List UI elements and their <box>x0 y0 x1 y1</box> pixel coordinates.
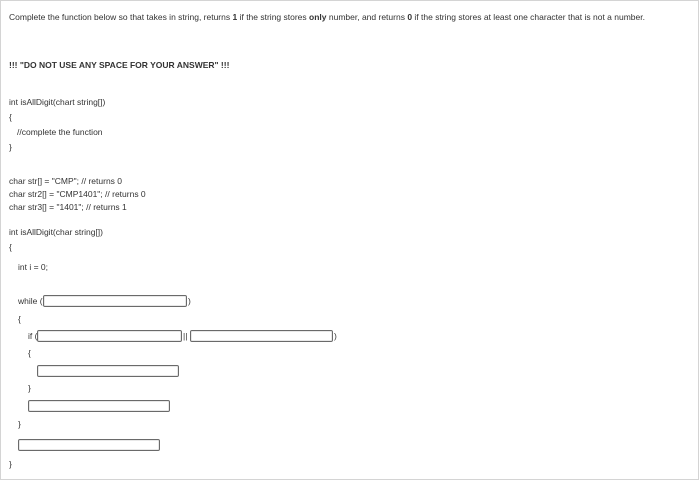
while-condition-input[interactable] <box>43 295 187 307</box>
if-body-input[interactable] <box>37 365 179 377</box>
while-close-brace: } <box>18 419 21 429</box>
question-intro: Complete the function below so that takes in string, returns 1 if the string stores only number, and returns 0 if the string stores at least one character that is not a number. <box>9 12 645 22</box>
function-open-brace: { <box>9 242 12 252</box>
only-emphasis: only <box>309 12 327 22</box>
return-statement-input[interactable] <box>18 439 160 451</box>
init-statement: int i = 0; <box>18 262 49 272</box>
example-line-1: char str[] = "CMP"; // returns 0 <box>9 176 123 186</box>
if-close-paren: ) <box>334 331 337 341</box>
loop-body-input[interactable] <box>28 400 170 412</box>
example-line-3: char str3[] = "1401"; // returns 1 <box>9 202 127 212</box>
or-operator: || <box>183 331 188 341</box>
warning-text: !!! "DO NOT USE ANY SPACE FOR YOUR ANSWER" !!! <box>9 60 230 70</box>
while-close-paren: ) <box>188 296 191 306</box>
function-signature: int isAllDigit(char string[]) <box>9 227 103 237</box>
return-one-value: 1 <box>232 12 238 22</box>
given-signature: int isAllDigit(chart string[]) <box>9 97 106 107</box>
while-keyword: while ( <box>18 296 43 306</box>
given-close-brace: } <box>9 142 12 152</box>
function-close-brace: } <box>9 459 12 469</box>
example-line-2: char str2[] = "CMP1401"; // returns 0 <box>9 189 146 199</box>
if-open-brace: { <box>28 348 31 358</box>
given-comment: //complete the function <box>17 127 103 137</box>
if-condition-right-input[interactable] <box>190 330 333 342</box>
while-open-brace: { <box>18 314 21 324</box>
if-keyword: if ( <box>28 331 38 341</box>
return-zero-value: 0 <box>407 12 413 22</box>
if-close-brace: } <box>28 383 31 393</box>
if-condition-left-input[interactable] <box>37 330 182 342</box>
given-open-brace: { <box>9 112 12 122</box>
